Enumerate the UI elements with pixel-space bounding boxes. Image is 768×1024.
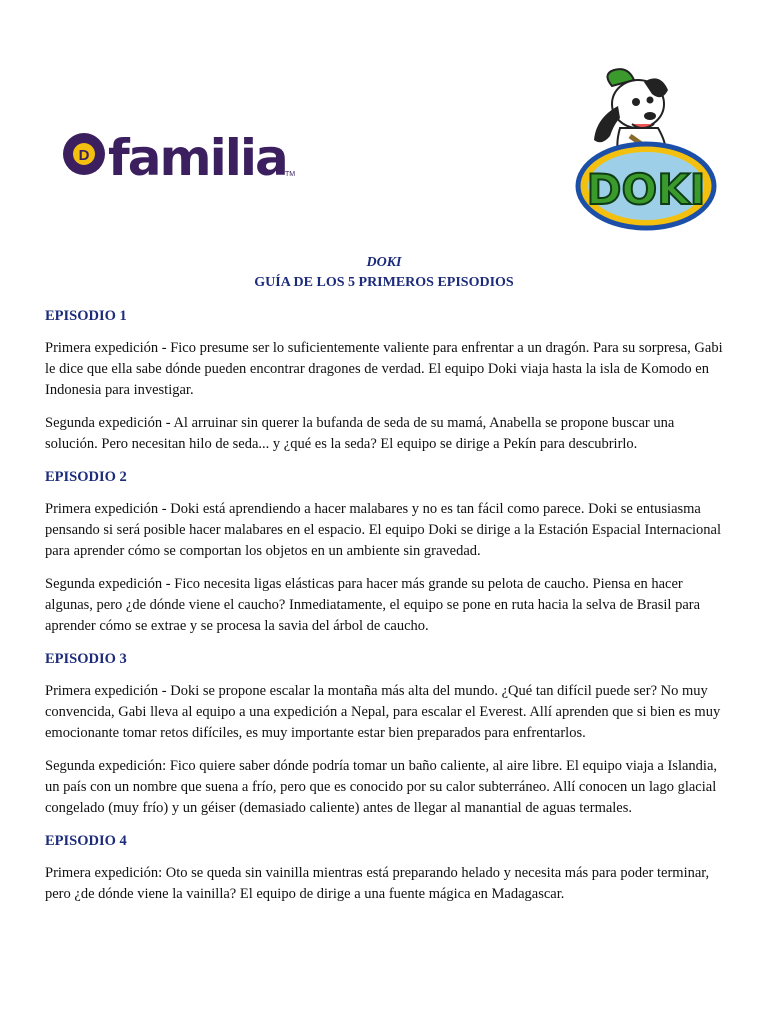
episode-heading: EPISODIO 3	[45, 651, 127, 667]
document-body	[45, 306, 725, 917]
episode-heading: EPISODIO 1	[45, 308, 127, 324]
doki-logo	[572, 66, 722, 236]
familia-logo-text: familia	[108, 129, 287, 184]
title-line-1: DOKI	[366, 255, 402, 270]
episode-heading: EPISODIO 2	[45, 469, 127, 485]
familia-logo	[62, 104, 302, 184]
document-title	[0, 254, 768, 292]
episode-paragraph: Segunda expedición - Fico necesita ligas elásticas para hacer más grande su pelota de caucho. Piensa en hacer algunas, pero ¿de dónde viene el caucho? Inmediatamente, el equipo se pone en ruta hacia la selva de Brasil para aprender cómo se extrae y se procesa la savia del árbol de caucho.	[45, 576, 701, 634]
episode-paragraph: Primera expedición - Fico presume ser lo suficientemente valiente para enfrentar a un dragón. Para su sorpresa, Gabi le dice que ella sabe dónde pueden encontrar dragones de verdad. El equipo Doki viaja hasta la isla de Komodo en Indonesia para investigar.	[45, 340, 723, 398]
episode-section	[45, 649, 725, 819]
episode-paragraph: Primera expedición - Doki está aprendiendo a hacer malabares y no es tan fácil como parece. Doki se entusiasma pensando si será posible hacer malabares en el espacio. El equipo Doki se dirige a la Estación Espacial Internacional para aprender cómo se comportan los objetos en un ambiente sin gravedad.	[45, 501, 722, 559]
episode-section	[45, 831, 725, 905]
familia-logo-letter: D	[78, 147, 90, 164]
title-line-2: GUÍA DE LOS 5 PRIMEROS EPISODIOS	[254, 275, 514, 290]
familia-logo-tm: TM	[285, 171, 296, 178]
episode-paragraph: Segunda expedición: Fico quiere saber dónde podría tomar un baño caliente, al aire libre. El equipo viaja a Islandia, un país con un nombre que suena a frío, pero que es conocido por su calor subterráneo. Allí conocen un lago glacial congelado (muy frío) y un géiser (demasiado caliente) antes de llegar al manantial de aguas termales.	[45, 758, 717, 816]
episode-paragraph: Primera expedición - Doki se propone escalar la montaña más alta del mundo. ¿Qué tan difícil puede ser? No muy convencida, Gabi lleva al equipo a una expedición a Nepal, para escalar el Everest. Allí aprenden que si bien es muy emocionante tomar retos difíciles, es muy importante estar bien preparados para enfrentarlos.	[45, 683, 721, 741]
episode-paragraph: Segunda expedición - Al arruinar sin querer la bufanda de seda de su mamá, Anabella se propone buscar una solución. Pero necesitan hilo de seda... y ¿qué es la seda? El equipo se dirige a Pekín para descubrirlo.	[45, 415, 675, 452]
episode-heading: EPISODIO 4	[45, 833, 127, 849]
doki-logo-text: DOKI	[586, 165, 706, 214]
episode-section	[45, 306, 725, 455]
episode-paragraph: Primera expedición: Oto se queda sin vainilla mientras está preparando helado y necesita más para poder terminar, pero ¿de dónde viene la vainilla? El equipo de dirige a una fuente mágica en Madagascar.	[45, 865, 710, 902]
episode-section	[45, 467, 725, 637]
